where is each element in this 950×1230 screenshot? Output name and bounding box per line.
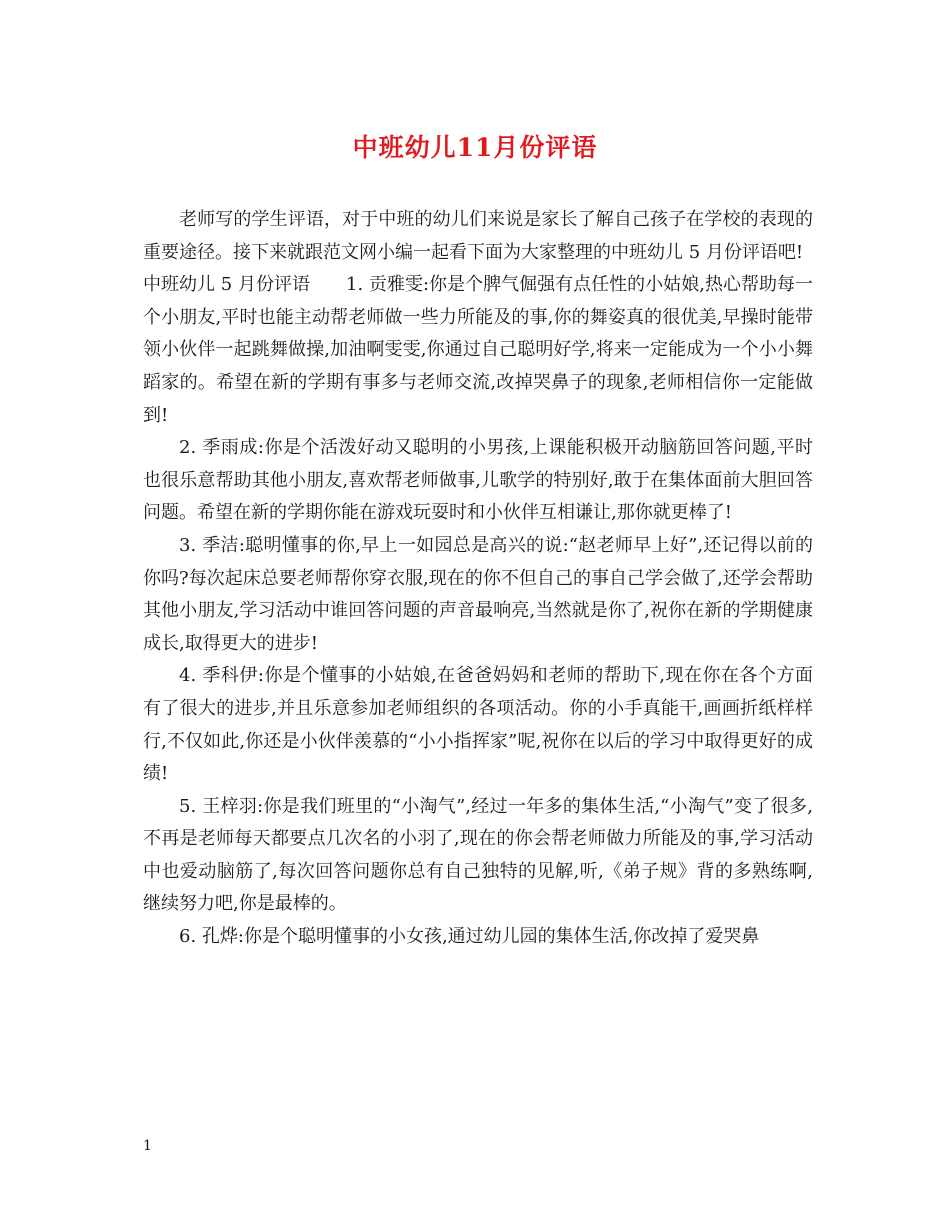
document-body (143, 204, 813, 954)
comment-paragraph-1: 中班幼儿 5 月份评语 1. 贡雅雯:你是个脾气倔强有点任性的小姑娘,热心帮助每一个小朋友,平时也能主动帮老师做一些力所能及的事,你的舞姿真的很优美,早操时能带领小伙伴一起跳舞做操,加油啊雯雯,你通过自己聪明好学,将来一定能成为一个小小舞蹈家的。希望在新的学期有事多与老师交流,改掉哭鼻子的现象,老师相信你一定能做到! (143, 274, 813, 426)
document-title: 中班幼儿11月份评语 (352, 133, 598, 162)
comment-paragraph-5: 5. 王梓羽:你是我们班里的“小淘气”,经过一年多的集体生活,“小淘气”变了很多,不再是老师每天都要点几次名的小羽了,现在的你会帮老师做力所能及的事,学习活动中也爱动脑筋了,每次回答问题你总有自己独特的见解,听,《弟子规》背的多熟练啊,继续努力吧,你是最棒的。 (143, 795, 813, 915)
comment-paragraph-3: 3. 季洁:聪明懂事的你,早上一如园总是高兴的说:“赵老师早上好”,还记得以前的你吗?每次起床总要老师帮你穿衣服,现在的你不但自己的事自己学会做了,还学会帮助其他小朋友,学习活动中谁回答问题的声音最响亮,当然就是你了,祝你在新的学期健康成长,取得更大的进步! (143, 534, 813, 654)
page-number: 1 (143, 1138, 152, 1154)
comment-paragraph-2: 2. 季雨成:你是个活泼好动又聪明的小男孩,上课能积极开动脑筋回答问题,平时也很乐意帮助其他小朋友,喜欢帮老师做事,儿歌学的特别好,敢于在集体面前大胆回答问题。希望在新的学期你能在游戏玩耍时和小伙伴互相谦让,那你就更棒了! (143, 437, 813, 524)
comment-paragraph-6: 6. 孔烨:你是个聪明懂事的小女孩,通过幼儿园的集体生活,你改掉了爱哭鼻 (179, 926, 760, 948)
comment-paragraph-4: 4. 季科伊:你是个懂事的小姑娘,在爸爸妈妈和老师的帮助下,现在你在各个方面有了很大的进步,并且乐意参加老师组织的各项活动。你的小手真能干,画画折纸样样行,不仅如此,你还是小伙伴羡慕的“小小指挥家”呢,祝你在以后的学习中取得更好的成绩! (143, 665, 813, 785)
intro-paragraph: 老师写的学生评语，对于中班的幼儿们来说是家长了解自己孩子在学校的表现的重要途径。接下来就跟范文网小编一起看下面为大家整理的中班幼儿 5 月份评语吧! (143, 209, 813, 263)
